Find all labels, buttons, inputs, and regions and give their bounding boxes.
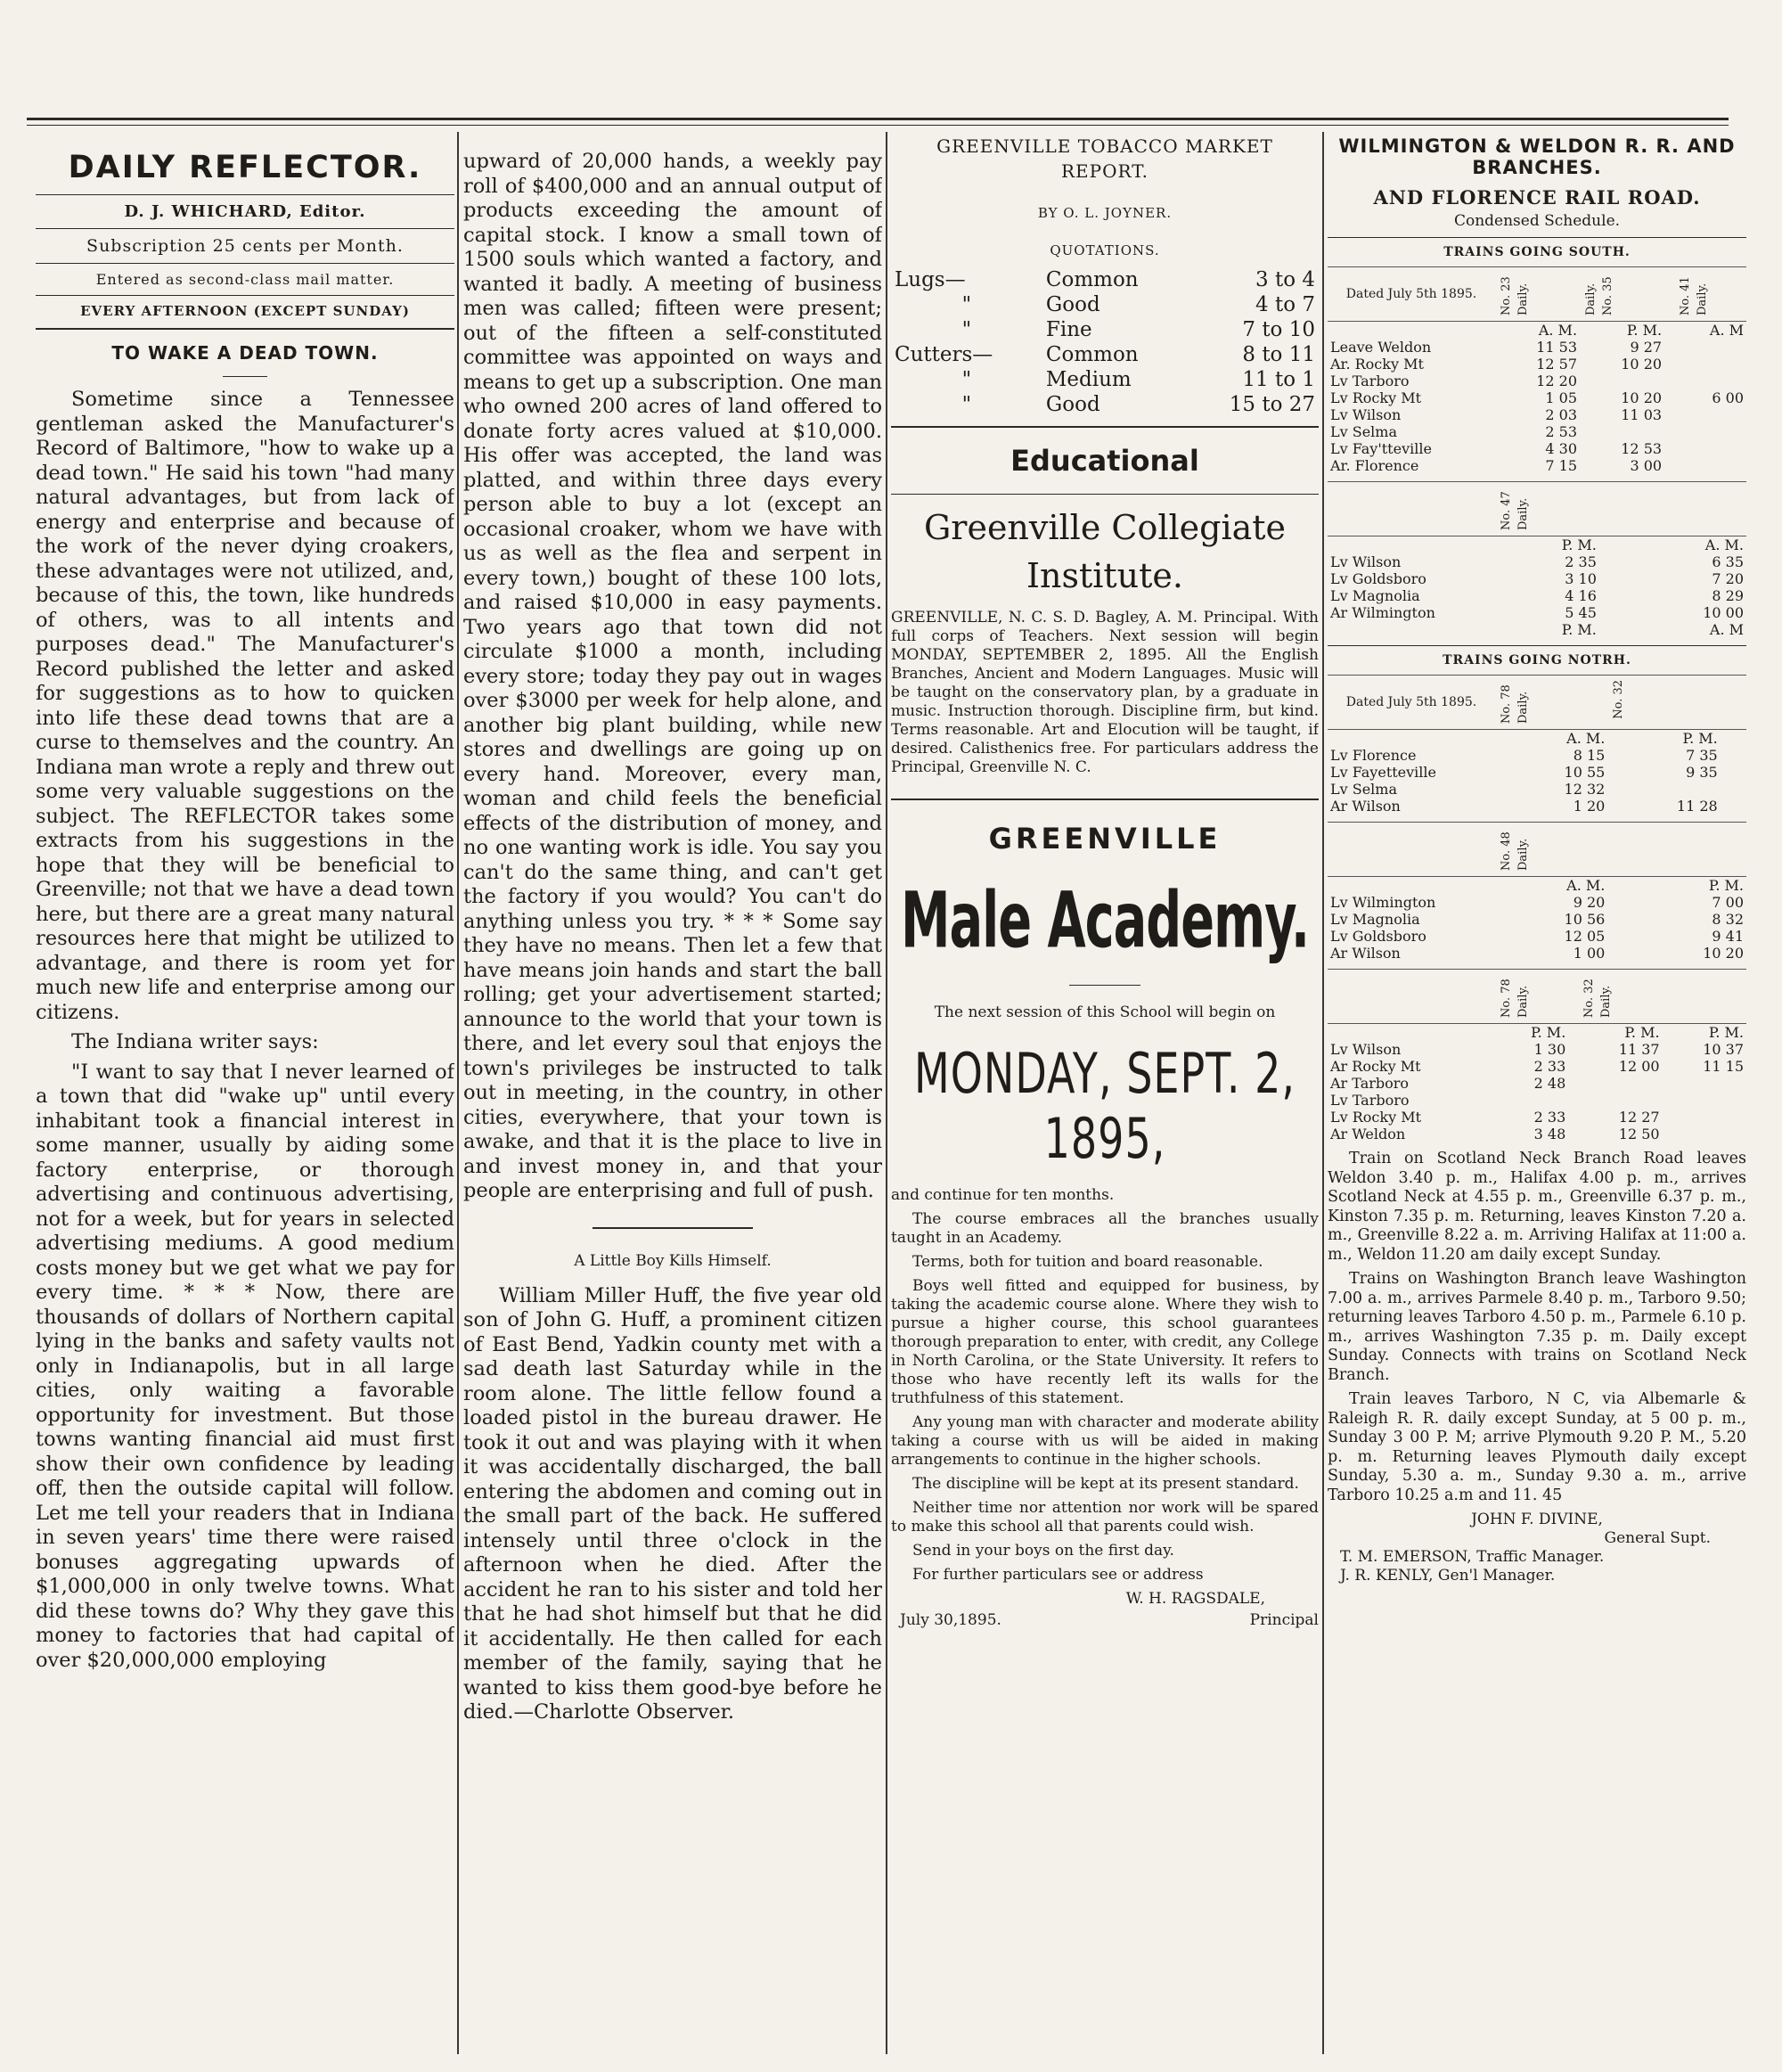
train-number-header: No. 48 Daily. [1495,823,1607,877]
divider [36,295,454,296]
schedule-row: Lv Florence 8 15 7 35 [1330,747,1718,764]
train-number-header [1613,482,1627,536]
schedule-row: Ar. Florence 7 15 3 00 [1330,457,1663,474]
schedule-table [1328,822,1746,962]
schedule-row: Ar Rocky Mt 2 33 12 00 11 15 [1330,1058,1744,1075]
academy-name: Male Academy. [900,874,1310,966]
schedule-row: Lv Tarboro [1330,1092,1410,1109]
schedule-row: Lv Goldsboro 12 05 9 41 [1330,928,1744,945]
schedule-table [1328,266,1746,474]
schedule-row: Ar Wilmington 5 45 10 00 [1330,604,1744,621]
train-number-header: No. 32 Daily. [1578,970,1662,1024]
article-headline: TO WAKE A DEAD TOWN. [111,342,379,364]
top-rule [27,118,1729,120]
schedule-row: Ar. Rocky Mt 12 57 10 20 [1330,356,1663,373]
principal-title: Principal [1249,1611,1319,1629]
schedule-row: Lv Wilmington 9 20 7 00 [1330,894,1744,911]
article-headline: A Little Boy Kills Himself. [574,1251,772,1270]
column-divider [886,132,887,2054]
schedule-row: P. M. A. M [1561,621,1744,638]
schedule-row: Lv Selma 12 32 [1330,781,1606,798]
quotations-table [891,267,1319,417]
article-paragraph: Sometime since a Tennessee gentleman asked the Manufacturer's Record of Baltimore, "how to wake up a dead town." He said his town "had many natural advantages, but from lack of energy and enterprise and because of the work of the never dying croakers, these advantages were not utilized, and, because of this, the town, like hundreds of others, was to all intents and purposes dead." The Manufacturer's Record published the letter and asked for suggestions as to how to quicken into life these dead towns that are a curse to themselves and the country. An Indiana man wrote a reply and threw out some very valuable suggestions on the subject. The REFLECTOR takes some extracts from his suggestions in the hope that they will be beneficial to Greenville; not that we have a dead town here, but there are a great many natural resources here that might be utilized to advantage, and there is room yet for much new life and enterprise among our citizens. [36,388,454,1024]
academy-city: GREENVILLE [988,822,1222,856]
dated-cell [1328,823,1495,877]
column-4 [1328,132,1746,2054]
train-number-header: No. 47 Daily. [1495,482,1599,536]
educational-heading: Educational [1010,444,1199,478]
train-number-header [1599,482,1614,536]
schedule-table [1328,481,1746,638]
publication-schedule: EVERY AFTERNOON (EXCEPT SUNDAY) [80,303,410,319]
schedule-row: Ar Weldon 3 48 12 50 [1330,1126,1660,1142]
schedule-row: A. M. P. M. [1566,730,1718,747]
institute-name: Greenville Collegiate Institute. [923,508,1287,595]
schedule-row: Lv Tarboro 12 20 [1330,373,1578,389]
quote-row: Cutters— Common 8 to 11 [895,343,1315,366]
train-number-header [1721,676,1734,730]
train-number-header: Daily. No. 35 [1580,267,1664,322]
session-date: MONDAY, SEPT. 2, 1895, [914,1041,1296,1171]
train-number-header [1634,823,1746,877]
railroad-title-2: AND FLORENCE RAIL ROAD. [1373,186,1701,209]
top-rule-thin [27,125,1729,126]
entered-line: Entered as second-class mail matter. [95,271,395,288]
editor-line: D. J. WHICHARD, Editor. [124,202,366,221]
divider [36,263,454,264]
article-paragraph: upward of 20,000 hands, a weekly pay roll of $400,000 and an annual output of products exceeding the amount of capital stock. I know a small town of 1500 souls which wanted a factory, and wanted it badly. A meeting of business men was called; fifteen were present; out of the fifteen a self-constituted committee was appointed on ways and means to get up a subscription. One man who owned 200 acres of land offered to donate forty acres valued at $10,000. His offer was accepted, the land was platted, and within three days every person able to buy a lot (except an occasional croaker, whom we have with us as well as the flea and serpent in every town,) bought of these 100 lots, and raised $10,000 in easy payments. Two years ago that town did not circulate $1000 a month, including every store; today they pay out in wages over $3000 per week for help alone, and another big plant building, while new stores and dwellings are going up on every hand. Moreover, every man, woman and child feels the beneficial effects of the distribution of money, and no one wanting work is idle. You say you can't do the same thing, and can't get the factory if you would? You can't do anything unless you try. * * * Some say they have no means. Then let a few that have means join hands and start the ball rolling; get your advertisement started; announce to the world that your town is there, and let every soul that enjoys the town's privileges be instructed to talk out in meeting, in the country, in other cities, everywhere, that your town is awake, and that it is the place to live in and invest money in, and that your people are enterprising and full of push. [463,150,882,1202]
dated-cell [1328,482,1495,536]
dated-cell: Dated July 5th 1895. [1328,267,1495,322]
dated-cell: Dated July 5th 1895. [1328,676,1495,730]
article-body [463,1284,882,1725]
short-rule [1069,985,1140,986]
schedule-row: P. M. A. M. [1561,536,1744,553]
schedule-row: Ar Wilson 1 20 11 28 [1330,798,1718,815]
schedule-row: Lv Goldsboro 3 10 7 20 [1330,570,1744,587]
column-2 [463,132,882,2054]
column-3 [891,132,1319,2054]
schedule-row: Lv Selma 2 53 [1330,423,1578,440]
railroad-notes: Train on Scotland Neck Branch Road leaves Weldon 3.40 p. m., Halifax 4.00 p. m., arrives Scotland Neck at 4.55 p. m., Greenville 6.37 p. m., Kinston 7.35 p. m. Returning, leaves Kinston 7.20 a. m., Greenville 8.22 a. m. Arriving Halifax at 11:00 a. m., Weldon 11.20 am daily except Sunday. Trains on Washington Branch leave Washington 7.00 a. m., arrives Parmele 8.40 p. m., Tarboro 9.50; returning leaves Tarboro 4.50 p. m., Parmele 6.10 p. m., arrives Washington 7.35 p. m. Daily except Sunday. Connects with trains on Scotland Neck Branch. Train leaves Tarboro, N C, via Albemarle & Raleigh R. R. daily except Sunday, at 5 00 p. m., Sunday 3 00 P. M; arrive Plymouth 9.20 P. M., 5.20 p. m. Returning leaves Plymouth daily except Sunday, 5.30 a. m., Sunday 9.30 a. m., arrive Tarboro 10.25 a.m and 11. 45 [1328,1150,1746,1504]
schedule-row: Lv Wilson 1 30 11 37 10 37 [1330,1041,1744,1058]
quote-row: " Good 4 to 7 [961,293,1315,316]
signature-date: July 30,1895. [900,1611,1001,1629]
schedule-row: Lv Fay'tteville 4 30 12 53 [1330,440,1663,457]
schedule-row: Lv Fayetteville 10 55 9 35 [1330,764,1718,781]
divider [1328,237,1746,238]
article-body-continued [463,150,882,1204]
train-number-header: No. 78 Daily. [1495,676,1607,730]
tobacco-title: GREENVILLE TOBACCO MARKET REPORT. [936,135,1273,182]
schedule-row: Lv Rocky Mt 1 05 10 20 6 00 [1330,389,1744,406]
train-number-header: No. 23 Daily. [1495,267,1580,322]
divider [891,494,1319,495]
next-session-line: The next session of this School will begin on [934,1003,1276,1021]
short-rule [223,376,267,377]
train-number-header [1627,482,1746,536]
trains-north-heading: TRAINS GOING NOTRH. [1443,653,1631,667]
academy-notice: and continue for ten months. The course embraces all the branches usually taught in an Academy. Terms, both for tuition and board reasonable. Boys well fitted and equipped for business, by taking the academic course alone. Where they wish to pursue a higher course, this school guarantees thorough preparation to enter, with credit, any College in North Carolina, or the State University. It refers to those who have recently left its walls for the truthfulness of this statement. Any young man with character and moderate ability taking a course with us will be aided in making arrangements to continue in the higher schools. The discipline will be kept at its present standard. Neither time nor attention nor work will be spared to make this school all that parents could wish. Send in your boys on the first day. For further particulars see or address [891,1186,1319,1584]
column-1 [36,132,454,2054]
column-divider [1322,132,1324,2054]
south-schedule [1328,266,1746,638]
quotations-label: QUOTATIONS. [1050,242,1160,258]
train-number-header [1621,823,1634,877]
schedule-row: Ar Wilson 1 00 10 20 [1330,945,1744,962]
article-body [36,388,454,1673]
principal-name: W. H. RAGSDALE, [1125,1590,1265,1608]
schedule-row: Leave Weldon 11 53 9 27 [1330,339,1663,356]
schedule-row: P. M. P. M. P. M. [1531,1024,1744,1041]
schedule-row: Lv Wilson 2 03 11 03 [1330,406,1663,423]
railroad-signatures: JOHN F. DIVINE, General Supt. T. M. EMERSON, Traffic Manager. J. R. KENLY, Gen'l Manager. [1340,1511,1711,1585]
train-number-header [1568,970,1578,1024]
article-paragraph: The Indiana writer says: [71,1030,319,1053]
schedule-row: Lv Wilson 2 35 6 35 [1330,553,1744,570]
trains-south-heading: TRAINS GOING SOUTH. [1443,245,1631,259]
quote-row: Lugs— Common 3 to 4 [895,268,1315,291]
dated-cell [1328,970,1495,1024]
academy-signature [891,1590,1319,1633]
divider [891,798,1319,800]
divider [36,228,454,229]
schedule-row: Lv Rocky Mt 2 33 12 27 [1330,1109,1660,1126]
schedule-row: A. M. P. M. A. M [1538,322,1744,339]
north-schedule [1328,675,1746,1142]
masthead-title: DAILY REFLECTOR. [68,150,422,185]
column-divider [457,132,459,2054]
train-number-header [1663,970,1746,1024]
train-number-header [1607,823,1621,877]
divider [891,426,1319,428]
quote-row: " Fine 7 to 10 [961,318,1315,341]
schedule-table [1328,969,1746,1142]
train-number-header: No. 78 Daily. [1495,970,1568,1024]
quote-row: " Medium 11 to 1 [961,368,1315,391]
tobacco-byline: BY O. L. JOYNER. [1037,205,1173,221]
subscription-line: Subscription 25 cents per Month. [86,236,404,256]
schedule-row: Lv Magnolia 4 16 8 29 [1330,587,1744,604]
article-separator [593,1227,753,1229]
schedule-row: Lv Magnolia 10 56 8 32 [1330,911,1744,928]
train-number-header: No. 32 [1607,676,1720,730]
institute-notice: GREENVILLE, N. C. S. D. Bagley, A. M. Principal. With full corps of Teachers. Next session will begin MONDAY, SEPTEMBER 2, 1895. All the English Branches, Ancient and Modern Languages. Music will be taught on the conservatory plan, by a graduate in music. Instruction thorough. Discipline firm, but kind. Terms reasonable. Art and Elocution will be taught, if desired. Calisthenics free. For particulars address the Principal, Greenville N. C. [891,609,1319,776]
schedule-row: A. M. P. M. [1566,877,1744,894]
train-number-header: No. 41 Daily. [1674,267,1746,322]
quote-row: " Good 15 to 27 [961,393,1315,416]
divider [1328,645,1746,646]
railroad-title: WILMINGTON & WELDON R. R. AND BRANCHES. [1338,135,1736,178]
train-number-header [1733,676,1746,730]
divider [36,328,454,330]
schedule-table [1328,675,1746,815]
article-paragraph: William Miller Huff, the five year old son of John G. Huff, a prominent citizen of East Bend, Yadkin county met with a sad death last Saturday while in the room alone. The little fellow found a loaded pistol in the bureau drawer. He took it out and was playing with it when it was accidentally discharged, the ball entering the abdomen and coming out in the small part of the back. He suffered intensely until three o'clock in the afternoon when he died. After the accident he ran to his sister and told her that he had shot himself but that he did it accidentally. He then called for each member of the family, saying that he wanted to kiss them good-bye before he died.—Charlotte Observer. [463,1283,882,1724]
train-number-header [1664,267,1674,322]
divider [36,194,454,195]
schedule-subtitle: Condensed Schedule. [1453,212,1621,230]
schedule-row: Ar Tarboro 2 48 [1330,1075,1566,1092]
article-paragraph: "I want to say that I never learned of a town that did "wake up" until every inhabitant took a financial interest in some manner, usually by aiding some factory enterprise, or thorough advertising and continuous advertising, not for a week, but for years in selected advertising mediums. A good medium costs money but we get what we pay for every time. * * * Now, there are thousands of dollars of Northern capital lying in the banks and safety vaults not only in Indianapolis, but in all large cities, only waiting a favorable opportunity for investment. But those towns wanting financial aid must first show their own confidence by leading off, then the outside capital will follow. Let me tell your readers that in Indiana in seven years' time there were raised bonuses aggregating upwards of $1,000,000 in only twelve towns. What did these towns do? Why they gave this money to factories that had capital of over $20,000,000 employing [36,1060,454,1672]
